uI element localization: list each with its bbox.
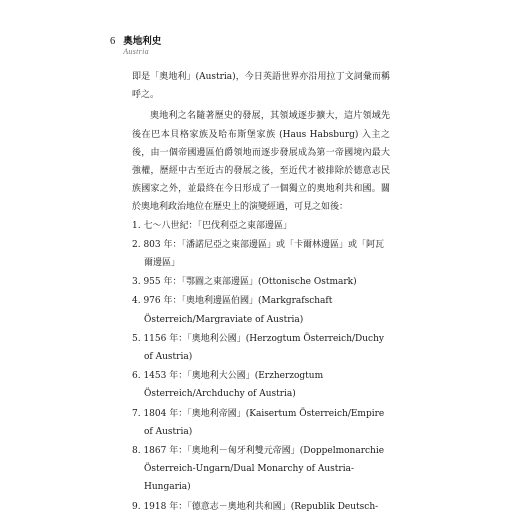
list-item: 9. 1918 年：「德意志－奧地利共和國」(Republik Deutsch- xyxy=(132,501,379,512)
running-header xyxy=(110,36,161,56)
list-item: 1. 七～八世紀：「巴伐利亞之東部邊區」 xyxy=(132,220,292,231)
list-item: 7. 1804 年：「奧地利帝國」(Kaisertum Österreich/Empire of Austria) xyxy=(132,408,385,437)
political-status-list xyxy=(132,217,390,516)
header-titles xyxy=(123,36,161,56)
paragraph-continuation: 即是「奧地利」(Austria)，今日英語世界亦沿用拉丁文詞彙而稱呼之。 xyxy=(132,72,390,101)
list-item: 2. 803 年：「潘諾尼亞之東部邊區」或「卡爾林邊區」或「阿瓦爾邊區」 xyxy=(132,239,384,269)
list-item: 5. 1156 年：「奧地利公國」(Herzogtum Österreich/Duchy of Austria) xyxy=(132,333,384,363)
paragraph-austria-history: 奧地利之名隨著歷史的發展，其領域逐步擴大，這片領域先後在巴本貝格家族及哈布斯堡家族 (Haus Habsburg) 入主之後，由一個帝國邊區伯爵領地而逐步發展成為第一帝國境內最大強權，歷經中古至近古的發展之後，至近代才被排除於德意志民族國家之外，並最終在今日形成了一個獨立的奧地利共和國。關於奧地利政治地位在歷史上的演變經過，可見之如後： xyxy=(132,111,390,213)
running-subtitle: Austria xyxy=(123,47,149,56)
page-number: 6 xyxy=(110,36,116,47)
list-item: 8. 1867 年：「奧地利－匈牙利雙元帝國」(Doppelmonarchie Österreich-Ungarn/Dual Monarchy of Austria-Hungaria) xyxy=(132,446,385,493)
page-body xyxy=(132,68,390,516)
running-title: 奧地利史 xyxy=(123,36,162,47)
list-item: 3. 955 年：「鄂圖之東部邊區」(Ottonische Ostmark) xyxy=(132,277,357,288)
list-item: 4. 976 年：「奧地利邊區伯國」(Markgrafschaft Österreich/Margraviate of Austria) xyxy=(132,296,333,325)
list-item: 6. 1453 年：「奧地利大公國」(Erzherzogtum Österreich/Archduchy of Austria) xyxy=(132,371,324,400)
